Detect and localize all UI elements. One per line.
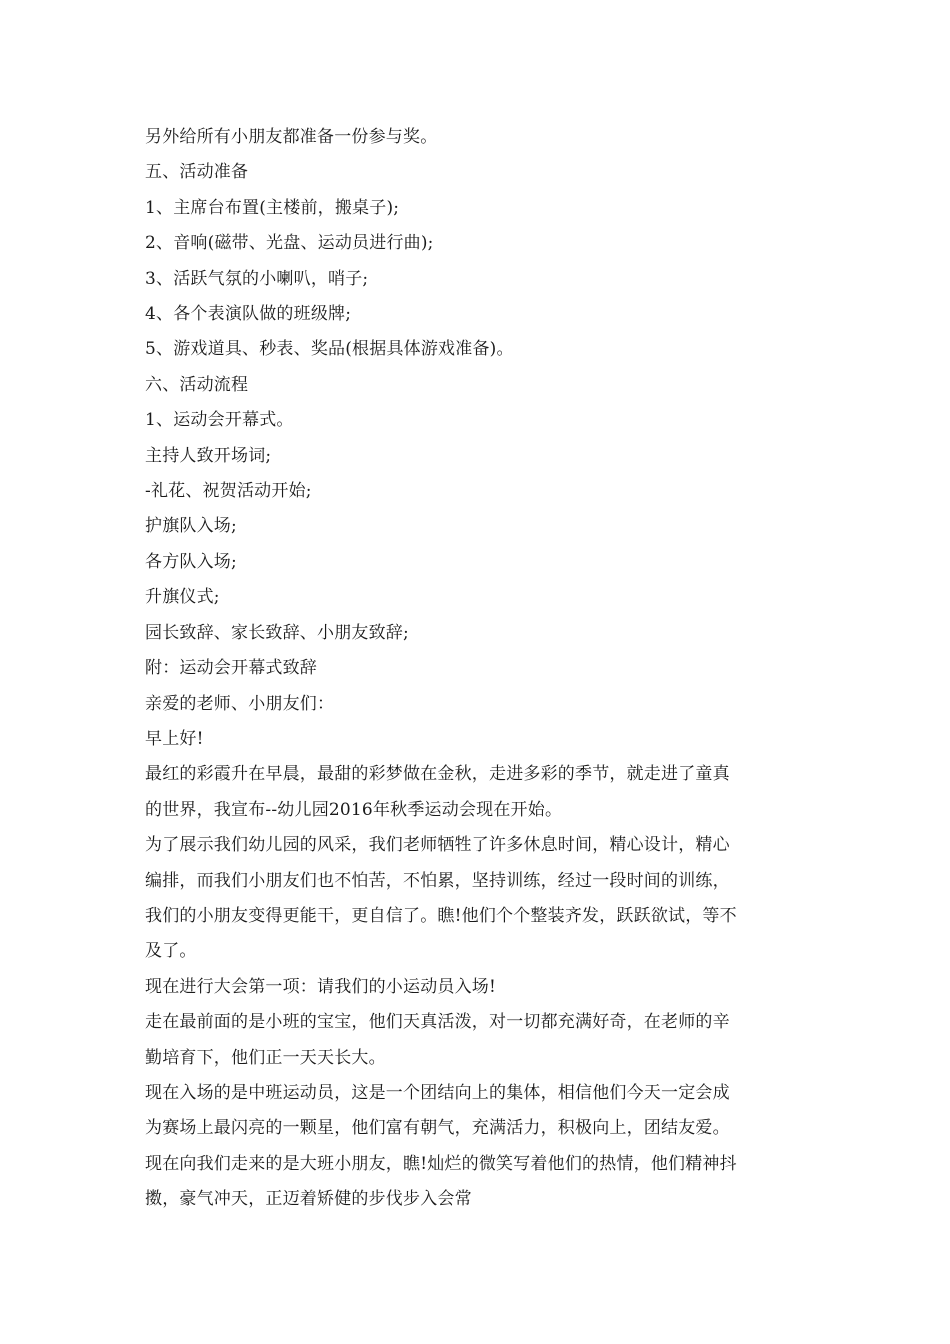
text-line: 现在入场的是中班运动员，这是一个团结向上的集体，相信他们今天一定会成 (145, 1082, 730, 1103)
text-line: 另外给所有小朋友都准备一份参与奖。 (145, 127, 438, 147)
text-line: 为了展示我们幼儿园的风采，我们老师牺牲了许多休息时间，精心设计，精心 (145, 835, 730, 856)
text-line: 最红的彩霞升在早晨，最甜的彩梦做在金秋，走进多彩的季节，就走进了童真 (145, 764, 730, 785)
document-body (145, 120, 810, 1218)
text-line: 1、运动会开幕式。 (145, 410, 294, 431)
text-line: 走在最前面的是小班的宝宝，他们天真活泼，对一切都充满好奇，在老师的辛 (145, 1012, 730, 1033)
text-line: 附：运动会开幕式致辞 (145, 658, 317, 679)
text-line: 4、各个表演队做的班级牌; (145, 304, 352, 325)
text-line: -礼花、祝贺活动开始; (145, 481, 312, 502)
text-line: 1、主席台布置(主楼前，搬桌子); (145, 197, 400, 218)
section-heading: 六、活动流程 (145, 374, 249, 395)
text-line: 编排，而我们小朋友们也不怕苦，不怕累，坚持训练，经过一段时间的训练， (145, 870, 730, 891)
text-line: 园长致辞、家长致辞、小朋友致辞; (145, 622, 409, 643)
text-line: 护旗队入场; (145, 516, 237, 537)
text-line: 我们的小朋友变得更能干，更自信了。瞧!他们个个整装齐发，跃跃欲试，等不 (145, 905, 737, 926)
text-line: 各方队入场; (145, 551, 237, 572)
text-line: 主持人致开场词; (145, 445, 272, 466)
text-line: 亲爱的老师、小朋友们： (145, 693, 335, 714)
text-line: 早上好! (145, 728, 204, 749)
text-line: 升旗仪式; (145, 587, 220, 608)
text-line: 为赛场上最闪亮的一颗星，他们富有朝气，充满活力，积极向上，团结友爱。 (145, 1118, 730, 1139)
text-line: 现在向我们走来的是大班小朋友，瞧!灿烂的微笑写着他们的热情，他们精神抖 (145, 1153, 737, 1174)
text-line: 3、活跃气氛的小喇叭，哨子; (145, 268, 369, 289)
text-line: 现在进行大会第一项：请我们的小运动员入场! (145, 976, 497, 997)
text-line: 及了。 (145, 941, 197, 962)
text-line: 5、游戏道具、秒表、奖品(根据具体游戏准备)。 (145, 339, 514, 360)
text-line: 的世界，我宣布--幼儿园2016年秋季运动会现在开始。 (145, 799, 563, 820)
section-heading: 五、活动准备 (145, 162, 249, 183)
text-line: 擞，豪气冲天，正迈着矫健的步伐步入会常 (145, 1189, 472, 1210)
text-line: 2、音响(磁带、光盘、运动员进行曲); (145, 233, 434, 254)
text-line: 勤培育下，他们正一天天长大。 (145, 1047, 386, 1068)
